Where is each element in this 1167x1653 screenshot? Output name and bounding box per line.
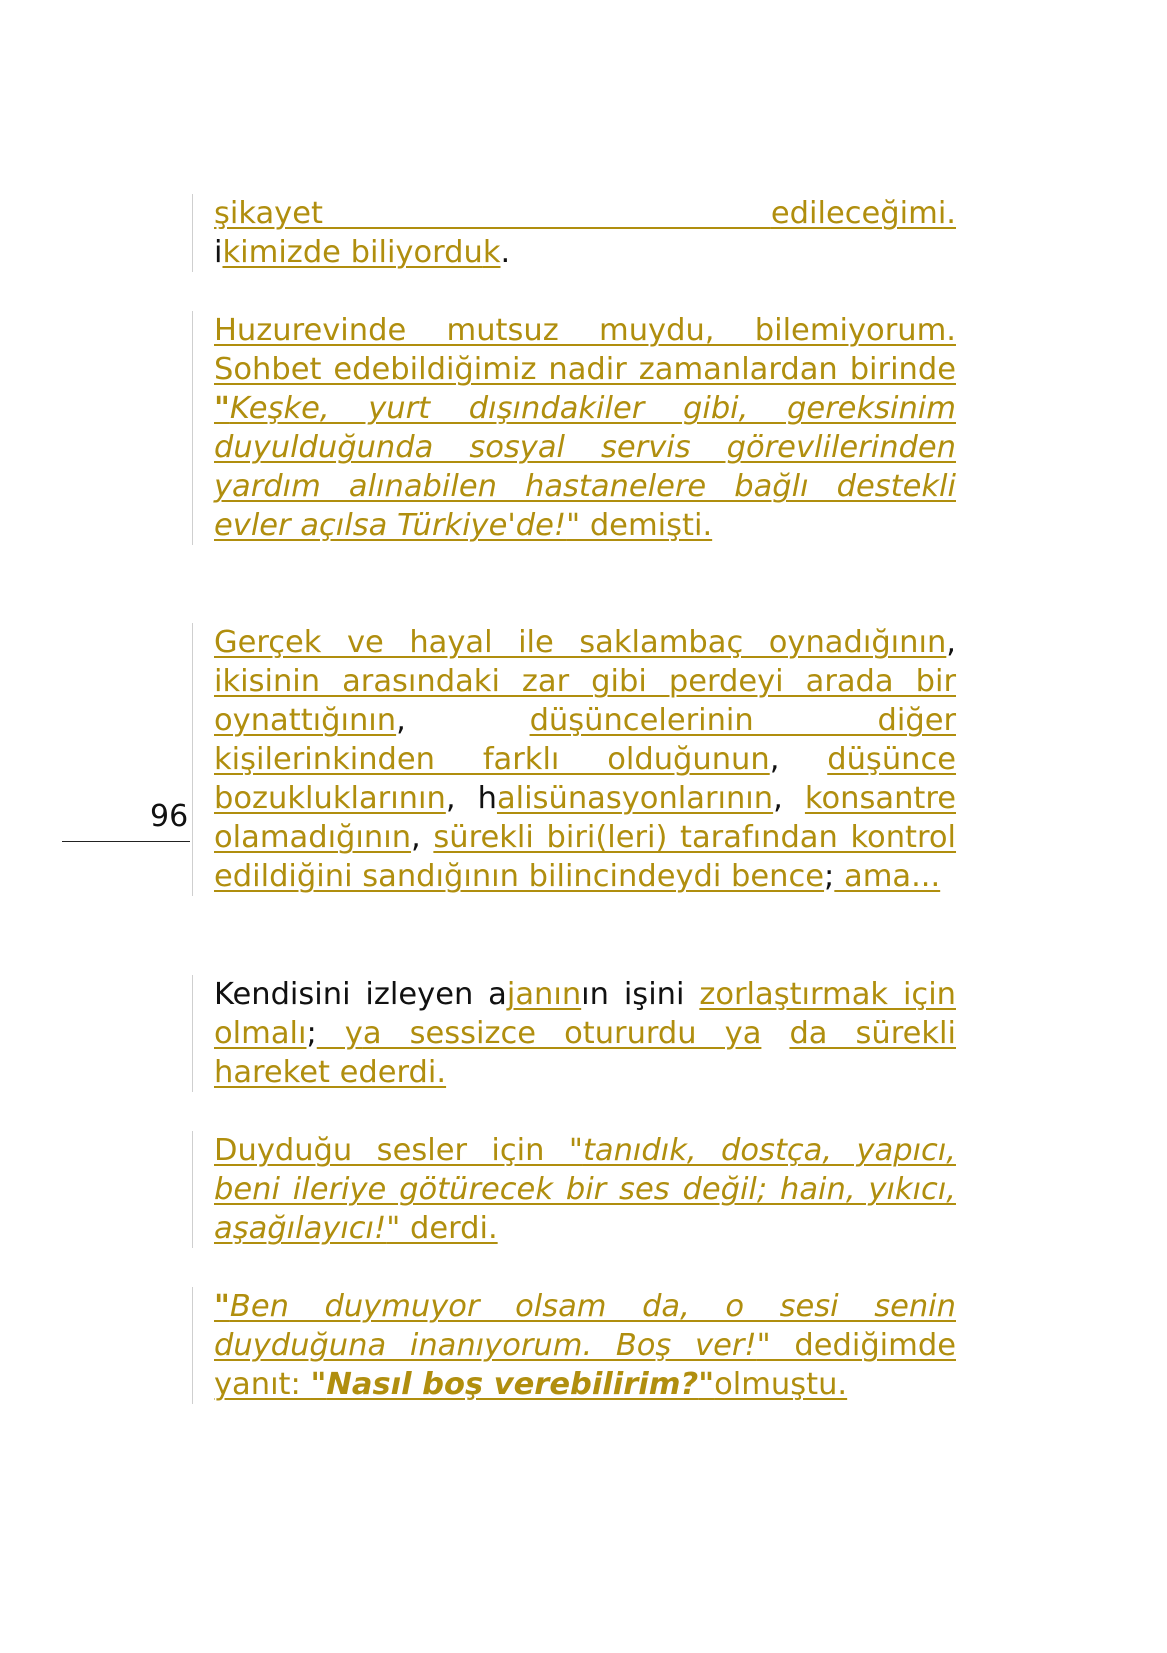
paragraph-6-close-quote: ": [698, 1367, 715, 1402]
paragraph-1-line-1: [214, 194, 956, 233]
paragraph-3-highlight-5: alisünasyonlarının: [496, 781, 774, 816]
paragraph-3-comma-1: ,: [946, 625, 956, 660]
paragraph-5-end: " derdi.: [386, 1211, 498, 1246]
paragraph-3-comma-5: ,: [411, 820, 434, 855]
paragraph-2-open-quote: ": [214, 391, 230, 426]
paragraph-block-4: [192, 975, 958, 1092]
paragraph-6-bold-quote: Nasıl boş verebilirim?: [326, 1367, 699, 1402]
paragraph-3-highlight-1: Gerçek ve hayal ile saklambaç oynadığının: [214, 625, 947, 660]
paragraph-3-comma-3: ,: [769, 742, 828, 777]
paragraph-4-space: [761, 1016, 789, 1051]
paragraph-3-semicolon: ;: [824, 859, 835, 894]
paragraph-5-highlight-1: Duyduğu sesler için ": [214, 1133, 583, 1168]
paragraph-5-quote: tanıdık, dostça, yapıcı, beni ileriye götürecek bir ses değil; hain, yıkıcı, aşağılayıcı!: [214, 1133, 956, 1246]
paragraph-4: [214, 975, 956, 1092]
paragraph-block-6: [192, 1287, 958, 1404]
paragraph-1-highlight: kimizde biliyordu: [222, 235, 483, 270]
paragraph-3-highlight-3: düşüncelerinin diğer kişilerinkinden farklı olduğunun: [214, 703, 956, 777]
paragraph-3-highlight-6: konsantre olamadığının: [214, 781, 956, 855]
paragraph-2-highlight: Huzurevinde mutsuz muydu, bilemiyorum. Sohbet edebildiğimiz nadir zamanlardan birinde: [214, 313, 956, 387]
paragraph-4-text-1: Kendisini izleyen a: [214, 977, 507, 1012]
paragraph-6-open-quote: ": [214, 1289, 230, 1324]
paragraph-1-word-a: şikayet: [214, 196, 323, 231]
paragraph-block-5: [192, 1131, 958, 1248]
paragraph-3-highlight-8: ama...: [834, 859, 941, 894]
page-number-rule: [62, 841, 190, 842]
paragraph-1-text-i: i: [214, 235, 223, 270]
paragraph-block-2: [192, 311, 958, 545]
paragraph-1: [214, 194, 956, 272]
paragraph-3-comma-2: ,: [396, 703, 530, 738]
paragraph-6-open-quote-2: ": [310, 1367, 327, 1402]
paragraph-5: [214, 1131, 956, 1248]
paragraph-6-text: " dediğimde yanıt:: [214, 1328, 956, 1402]
paragraph-4-highlight-2: zorlaştırmak için olmalı: [214, 977, 956, 1051]
paragraph-2-end: " demişti.: [566, 508, 713, 543]
paragraph-6-quote: Ben duymuyor olsam da, o sesi senin duyduğuna inanıyorum. Boş ver!: [214, 1289, 956, 1363]
paragraph-4-highlight-4: a sessizce otururdu ya: [362, 1016, 762, 1051]
paragraph-3-highlight-2: ikisinin arasındaki zar gibi perdeyi arada bir oynattığının: [214, 664, 956, 738]
paragraph-2-quote: Keşke, yurt dışındakiler gibi, gereksinim duyulduğunda sosyal servis görevlilerinden yardım alınabilen hastanelere bağlı destekli evler açılsa Türkiye'de!: [214, 391, 956, 543]
paragraph-1-word-b: edileceğimi.: [770, 196, 956, 231]
paragraph-block-1: [192, 194, 958, 272]
paragraph-block-3: [192, 623, 958, 896]
paragraph-3-comma-4: ,: [773, 781, 805, 816]
page-number: 96: [150, 799, 189, 834]
paragraph-3-highlight-7: sürekli biri(leri) tarafından kontrol edildiğini sandığının bilincindeydi bence: [214, 820, 957, 894]
paragraph-6-end: olmuştu.: [714, 1367, 848, 1402]
paragraph-4-highlight-3: y: [316, 1016, 363, 1051]
paragraph-4-highlight-1: janın: [506, 977, 582, 1012]
paragraph-3-text-h: , h: [445, 781, 497, 816]
paragraph-1-highlight-end: k: [482, 235, 501, 270]
paragraph-4-highlight-5: da sürekli hareket ederdi.: [214, 1016, 956, 1090]
paragraph-4-text-2: ın işini: [581, 977, 700, 1012]
paragraph-3-highlight-4: düşünce bozukluklarının: [214, 742, 957, 816]
paragraph-6: [214, 1287, 956, 1404]
paragraph-1-period: .: [500, 235, 511, 270]
paragraph-3: [214, 623, 956, 896]
paragraph-2: [214, 311, 956, 545]
paragraph-4-semicolon: ;: [306, 1016, 317, 1051]
